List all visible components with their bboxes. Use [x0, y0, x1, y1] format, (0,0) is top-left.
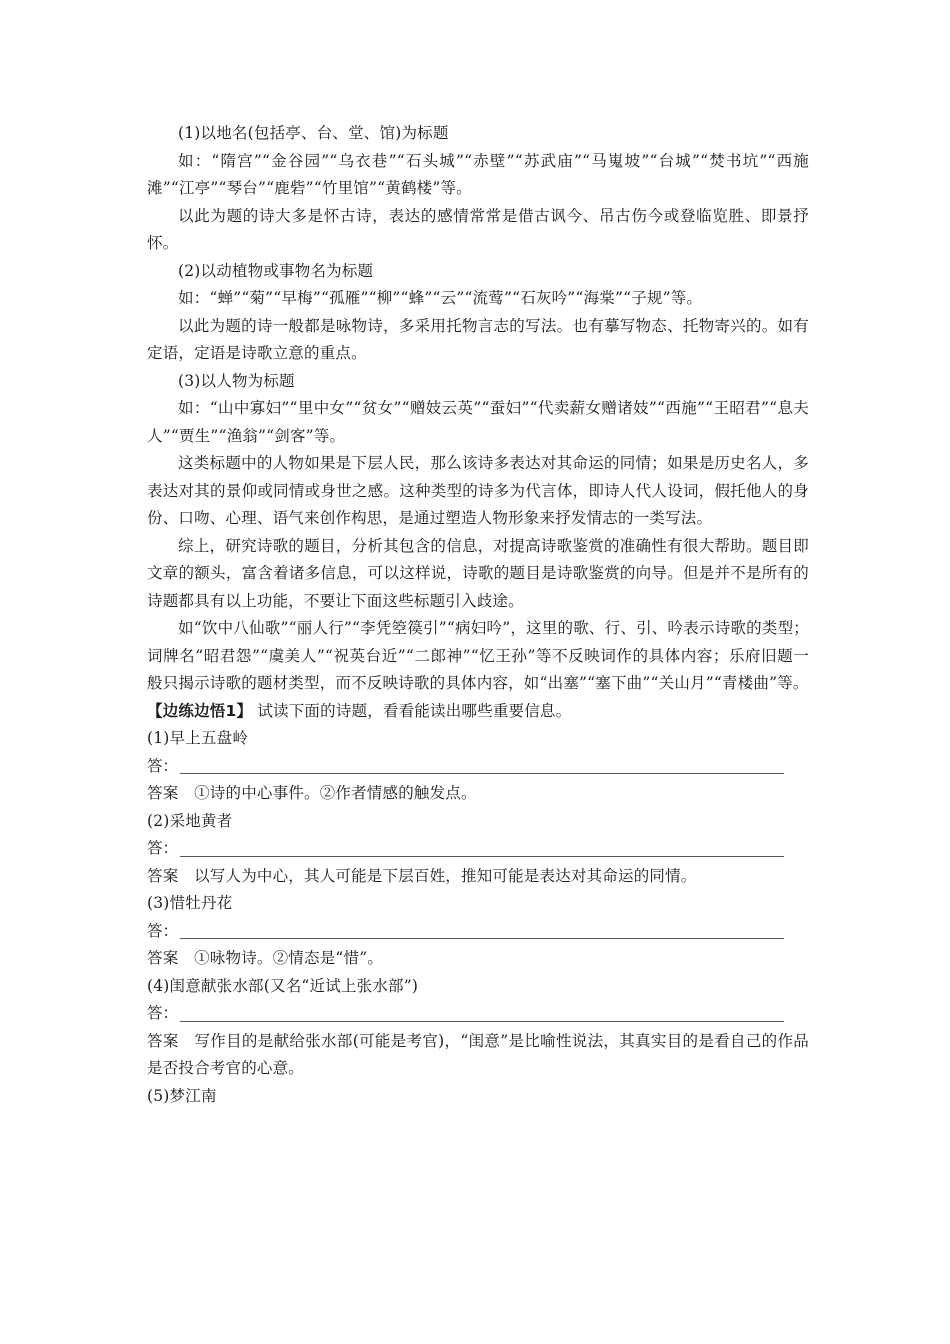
exercise-item-2-title: (2)采地黄者 [147, 811, 233, 830]
answer-line-1 [147, 753, 809, 781]
exercise-label: 【边练边悟1】 [147, 701, 253, 720]
section-2-heading: (2)以动植物或事物名为标题 [178, 261, 374, 280]
answer-line-3 [147, 918, 809, 946]
exercise-item-4-answer: 答案 写作目的是献给张水部(可能是考官)，“闺意”是比喻性说法，其真实目的是看自己的作品是否投合考官的心意。 [147, 1031, 809, 1077]
exercise-item-3-title: (3)惜牡丹花 [147, 894, 233, 912]
section-1-heading: (1)以地名(包括亭、台、堂、馆)为标题 [178, 124, 449, 142]
answer-prefix: 答： [147, 921, 179, 940]
exercise-item-1-answer: 答案 ①诗的中心事件。②作者情感的触发点。 [147, 784, 477, 802]
answer-blank-3[interactable] [180, 938, 784, 939]
section-3-explanation: 这类标题中的人物如果是下层人民，那么该诗多表达对其命运的同情；如果是历史名人，多表达对其的景仰或同情或身世之感。这种类型的诗多为代言体，即诗人代人设词，假托他人的身份、口吻、心理、语气来创作构思，是通过塑造人物形象来抒发情志的一类写法。 [147, 454, 809, 527]
answer-prefix: 答： [147, 1004, 179, 1022]
exercise-item-1-title: (1)早上五盘岭 [147, 729, 249, 747]
summary-paragraph: 综上，研究诗歌的题目，分析其包含的信息，对提高诗歌鉴赏的准确性有很大帮助。题目即文章的额头，富含着诸多信息，可以这样说，诗歌的题目是诗歌鉴赏的向导。但是并不是所有的诗题都具有以上功能，不要让下面这些标题引入歧途。 [147, 536, 809, 610]
document-page [147, 120, 809, 1110]
section-1-examples: 如：“隋宫”“金谷园”“乌衣巷”“石头城”“赤壁”“苏武庙”“马嵬坡”“台城”“焚书坑”“西施滩”“江亭”“琴台”“鹿砦”“竹里馆”“黄鹤楼”等。 [147, 151, 809, 197]
answer-prefix: 答： [147, 839, 179, 857]
section-1-explanation: 以此为题的诗大多是怀古诗，表达的感情常常是借古讽今、吊古伤今或登临览胜、即景抒怀。 [147, 206, 809, 252]
section-3-examples: 如：“山中寡妇”“里中女”“贫女”“赠妓云英”“蚕妇”“代卖薪女赠诸妓”“西施”“王昭君”“息夫人”“贾生”“渔翁”“剑客”等。 [147, 399, 809, 445]
exercise-item-5-title: (5)梦江南 [147, 1086, 217, 1105]
answer-blank-1[interactable] [180, 773, 784, 774]
section-2-examples: 如：“蝉”“菊”“早梅”“孤雁”“柳”“蜂”“云”“流莺”“石灰吟”“海棠”“子规”等。 [178, 289, 703, 307]
exercise-intro [147, 698, 809, 726]
exercise-item-3-answer: 答案 ①咏物诗。②情态是“惜”。 [147, 949, 384, 967]
answer-blank-2[interactable] [180, 856, 784, 857]
section-2-explanation: 以此为题的诗一般都是咏物诗，多采用托物言志的写法。也有摹写物态、托物寄兴的。如有定语，定语是诗歌立意的重点。 [147, 316, 809, 362]
answer-blank-4[interactable] [180, 1021, 784, 1022]
caution-paragraph: 如“饮中八仙歌”“丽人行”“李凭箜篌引”“病妇吟”，这里的歌、行、引、吟表示诗歌的类型；词牌名“昭君怨”“虞美人”“祝英台近”“二郎神”“忆王孙”等不反映词作的具体内容；乐府旧题一般只揭示诗歌的题材类型，而不反映诗歌的具体内容，如“出塞”“塞下曲”“关山月”“青楼曲”等。 [147, 619, 809, 692]
exercise-item-4-title: (4)闺意献张水部(又名“近试上张水部”) [147, 976, 419, 995]
answer-prefix: 答： [147, 756, 179, 775]
answer-line-2 [147, 835, 809, 863]
section-3-heading: (3)以人物为标题 [178, 371, 295, 390]
answer-line-4 [147, 1000, 809, 1028]
exercise-prompt: 试读下面的诗题，看看能读出哪些重要信息。 [257, 701, 572, 720]
exercise-item-2-answer: 答案 以写人为中心，其人可能是下层百姓，推知可能是表达对其命运的同情。 [147, 866, 697, 885]
